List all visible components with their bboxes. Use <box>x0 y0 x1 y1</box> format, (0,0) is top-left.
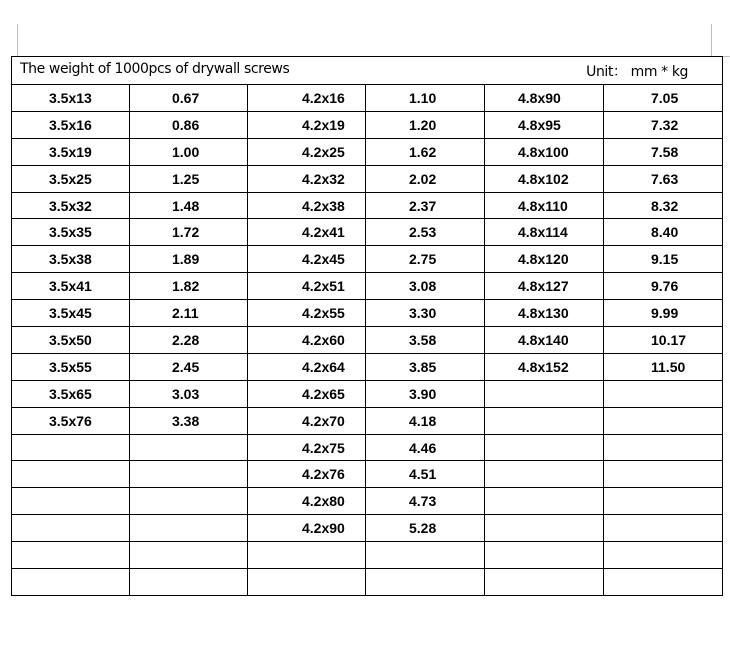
cell-size-42[interactable]: 4.2x32 <box>248 165 366 192</box>
cell-weight-35[interactable]: 1.25 <box>130 165 248 192</box>
cell-size-42[interactable] <box>248 542 366 569</box>
cell-size-35[interactable]: 3.5x35 <box>12 219 130 246</box>
cell-weight-48[interactable]: 11.50 <box>604 353 723 380</box>
cell-size-35[interactable]: 3.5x41 <box>12 273 130 300</box>
cell-weight-48[interactable] <box>604 515 723 542</box>
cell-size-35[interactable] <box>12 542 130 569</box>
cell-size-48[interactable] <box>485 515 604 542</box>
table-row <box>12 327 723 354</box>
cell-size-35[interactable]: 3.5x13 <box>12 85 130 112</box>
cell-size-42[interactable]: 4.2x70 <box>248 407 366 434</box>
cell-size-42[interactable]: 4.2x80 <box>248 488 366 515</box>
cell-weight-42[interactable]: 5.28 <box>366 515 485 542</box>
table-row <box>12 353 723 380</box>
cell-weight-42[interactable]: 1.20 <box>366 111 485 138</box>
cell-weight-35[interactable] <box>130 461 248 488</box>
cell-size-48[interactable]: 4.8x120 <box>485 246 604 273</box>
table-row <box>12 219 723 246</box>
table-row <box>12 515 723 542</box>
table-row <box>12 488 723 515</box>
cell-weight-35[interactable]: 3.03 <box>130 380 248 407</box>
table-title: The weight of 1000pcs of drywall screws <box>20 60 290 77</box>
cell-size-35[interactable] <box>12 569 130 596</box>
cell-size-35[interactable] <box>12 488 130 515</box>
cell-size-42[interactable]: 4.2x65 <box>248 380 366 407</box>
cell-size-48[interactable] <box>485 569 604 596</box>
cell-size-35[interactable]: 3.5x50 <box>12 327 130 354</box>
table-row <box>12 165 723 192</box>
cell-weight-42[interactable]: 4.51 <box>366 461 485 488</box>
cell-weight-35[interactable]: 1.82 <box>130 273 248 300</box>
cell-size-42[interactable]: 4.2x16 <box>248 85 366 112</box>
screw-weight-table <box>11 56 723 596</box>
cell-size-48[interactable]: 4.8x127 <box>485 273 604 300</box>
cell-size-48[interactable]: 4.8x100 <box>485 138 604 165</box>
cell-size-48[interactable]: 4.8x102 <box>485 165 604 192</box>
cell-size-48[interactable] <box>485 488 604 515</box>
cell-weight-35[interactable]: 1.72 <box>130 219 248 246</box>
title-cell[interactable] <box>12 57 723 85</box>
cell-weight-42[interactable] <box>366 542 485 569</box>
table-row <box>12 85 723 112</box>
table-row <box>12 138 723 165</box>
table-row <box>12 246 723 273</box>
cell-weight-42[interactable]: 4.46 <box>366 434 485 461</box>
cell-weight-48[interactable] <box>604 434 723 461</box>
cell-size-48[interactable]: 4.8x114 <box>485 219 604 246</box>
cell-size-42[interactable]: 4.2x38 <box>248 192 366 219</box>
cell-size-35[interactable]: 3.5x32 <box>12 192 130 219</box>
cell-weight-48[interactable]: 9.15 <box>604 246 723 273</box>
table-row <box>12 407 723 434</box>
cell-weight-35[interactable]: 1.89 <box>130 246 248 273</box>
cell-weight-42[interactable]: 1.62 <box>366 138 485 165</box>
page-crop-mark-right <box>711 24 712 56</box>
table-row <box>12 111 723 138</box>
cell-weight-48[interactable]: 10.17 <box>604 327 723 354</box>
cell-weight-42[interactable]: 2.02 <box>366 165 485 192</box>
cell-size-42[interactable]: 4.2x75 <box>248 434 366 461</box>
cell-weight-48[interactable] <box>604 461 723 488</box>
page-crop-mark-left <box>17 24 18 56</box>
cell-weight-35[interactable]: 1.00 <box>130 138 248 165</box>
cell-size-35[interactable] <box>12 434 130 461</box>
cell-size-35[interactable]: 3.5x25 <box>12 165 130 192</box>
cell-weight-48[interactable]: 9.76 <box>604 273 723 300</box>
cell-size-48[interactable]: 4.8x90 <box>485 85 604 112</box>
cell-size-42[interactable]: 4.2x64 <box>248 353 366 380</box>
cell-weight-42[interactable]: 2.37 <box>366 192 485 219</box>
cell-size-42[interactable]: 4.2x55 <box>248 300 366 327</box>
cell-weight-42[interactable]: 3.30 <box>366 300 485 327</box>
cell-size-42[interactable]: 4.2x60 <box>248 327 366 354</box>
cell-weight-42[interactable]: 2.53 <box>366 219 485 246</box>
cell-weight-48[interactable] <box>604 407 723 434</box>
cell-weight-48[interactable] <box>604 542 723 569</box>
cell-weight-48[interactable]: 7.58 <box>604 138 723 165</box>
cell-weight-48[interactable]: 7.63 <box>604 165 723 192</box>
table-row <box>12 380 723 407</box>
cell-size-35[interactable]: 3.5x38 <box>12 246 130 273</box>
cell-weight-42[interactable]: 3.90 <box>366 380 485 407</box>
cell-size-48[interactable]: 4.8x130 <box>485 300 604 327</box>
cell-weight-35[interactable]: 2.11 <box>130 300 248 327</box>
cell-size-35[interactable]: 3.5x55 <box>12 353 130 380</box>
table-row <box>12 569 723 596</box>
cell-weight-48[interactable]: 7.32 <box>604 111 723 138</box>
cell-size-48[interactable] <box>485 407 604 434</box>
cell-weight-35[interactable]: 0.86 <box>130 111 248 138</box>
cell-weight-48[interactable]: 9.99 <box>604 300 723 327</box>
cell-size-42[interactable]: 4.2x25 <box>248 138 366 165</box>
cell-size-42[interactable]: 4.2x41 <box>248 219 366 246</box>
table-row <box>12 192 723 219</box>
cell-size-42[interactable]: 4.2x51 <box>248 273 366 300</box>
cell-size-48[interactable]: 4.8x110 <box>485 192 604 219</box>
cell-weight-42[interactable]: 3.58 <box>366 327 485 354</box>
table-row <box>12 542 723 569</box>
cell-size-48[interactable] <box>485 434 604 461</box>
cell-size-48[interactable]: 4.8x152 <box>485 353 604 380</box>
cell-size-42[interactable] <box>248 569 366 596</box>
table-row <box>12 434 723 461</box>
cell-size-42[interactable]: 4.2x45 <box>248 246 366 273</box>
cell-size-35[interactable] <box>12 461 130 488</box>
cell-weight-35[interactable]: 0.67 <box>130 85 248 112</box>
table-title-row <box>12 57 723 85</box>
table-row <box>12 300 723 327</box>
cell-weight-35[interactable]: 1.48 <box>130 192 248 219</box>
cell-weight-35[interactable] <box>130 434 248 461</box>
unit-label: Unit： mm * kg <box>586 63 689 80</box>
cell-weight-42[interactable]: 4.18 <box>366 407 485 434</box>
cell-weight-48[interactable]: 8.40 <box>604 219 723 246</box>
cell-size-35[interactable]: 3.5x76 <box>12 407 130 434</box>
cell-size-42[interactable]: 4.2x76 <box>248 461 366 488</box>
table-body <box>12 57 723 596</box>
cell-size-48[interactable] <box>485 461 604 488</box>
cell-weight-35[interactable] <box>130 569 248 596</box>
cell-size-48[interactable] <box>485 542 604 569</box>
cell-weight-48[interactable] <box>604 488 723 515</box>
cell-weight-42[interactable]: 4.73 <box>366 488 485 515</box>
table-row <box>12 273 723 300</box>
cell-size-35[interactable] <box>12 515 130 542</box>
cell-weight-42[interactable]: 2.75 <box>366 246 485 273</box>
cell-size-48[interactable]: 4.8x140 <box>485 327 604 354</box>
cell-size-35[interactable]: 3.5x16 <box>12 111 130 138</box>
cell-weight-35[interactable] <box>130 488 248 515</box>
cell-weight-48[interactable] <box>604 569 723 596</box>
cell-weight-42[interactable]: 3.85 <box>366 353 485 380</box>
cell-weight-35[interactable]: 3.38 <box>130 407 248 434</box>
cell-weight-42[interactable] <box>366 569 485 596</box>
cell-size-48[interactable] <box>485 380 604 407</box>
cell-weight-35[interactable] <box>130 515 248 542</box>
cell-weight-42[interactable]: 3.08 <box>366 273 485 300</box>
cell-size-35[interactable]: 3.5x19 <box>12 138 130 165</box>
cell-weight-35[interactable]: 2.28 <box>130 327 248 354</box>
cell-size-42[interactable]: 4.2x19 <box>248 111 366 138</box>
cell-weight-35[interactable]: 2.45 <box>130 353 248 380</box>
cell-weight-42[interactable]: 1.10 <box>366 85 485 112</box>
cell-weight-48[interactable]: 8.32 <box>604 192 723 219</box>
cell-size-35[interactable]: 3.5x65 <box>12 380 130 407</box>
cell-size-35[interactable]: 3.5x45 <box>12 300 130 327</box>
cell-size-48[interactable]: 4.8x95 <box>485 111 604 138</box>
cell-weight-48[interactable] <box>604 380 723 407</box>
table-row <box>12 461 723 488</box>
cell-size-42[interactable]: 4.2x90 <box>248 515 366 542</box>
cell-weight-35[interactable] <box>130 542 248 569</box>
cell-weight-48[interactable]: 7.05 <box>604 85 723 112</box>
